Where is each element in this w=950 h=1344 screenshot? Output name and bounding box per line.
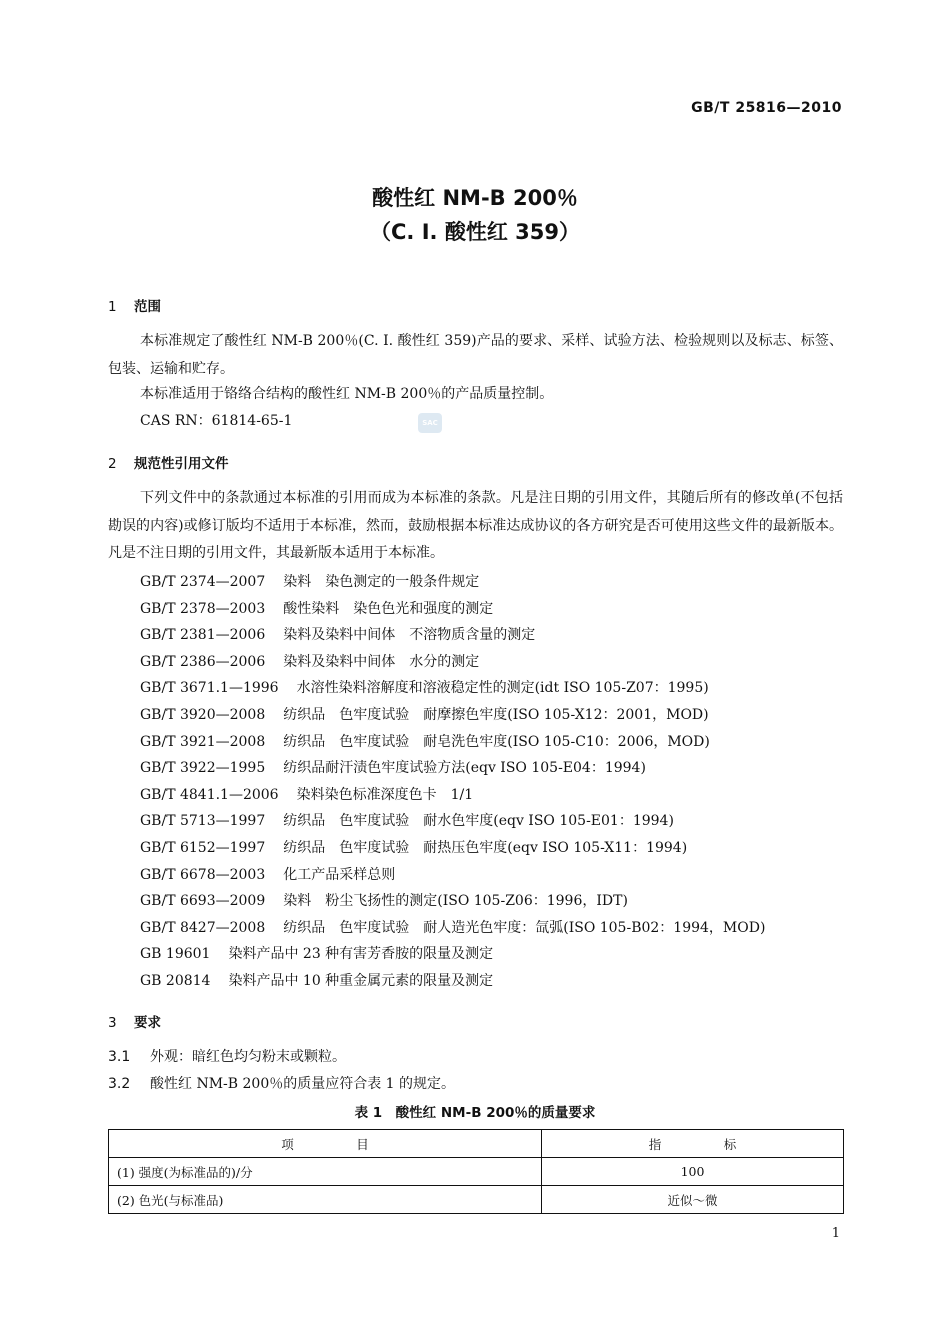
row-item: (1) 强度(为标准品的)/分: [109, 1158, 542, 1186]
reference-title: 染料及染料中间体 水分的测定: [283, 653, 480, 670]
reference-title: 水溶性染料溶解度和溶液稳定性的测定(idt ISO 105-Z07：1995): [296, 680, 709, 697]
section-2-intro: 下列文件中的条款通过本标准的引用而成为本标准的条款。凡是注日期的引用文件，其随后所有的修改单(不包括勘误的内容)或修订版均不适用于本标准，然而，鼓励根据本标准达成协议的各方研究是否可使用这些文件的最新版本。凡是不注日期的引用文件，其最新版本适用于本标准。: [108, 490, 843, 561]
clause-number: 3.1: [108, 1049, 131, 1065]
reference-code: GB/T 3921—2008: [140, 733, 266, 750]
section-2-title: 规范性引用文件: [134, 456, 229, 472]
section-1-title: 范围: [134, 299, 161, 315]
row-item: (2) 色光(与标准品): [109, 1186, 542, 1214]
reference-title: 纺织品 色牢度试验 耐皂洗色牢度(ISO 105-C10：2006，MOD): [283, 733, 710, 750]
reference-code: GB 20814: [140, 973, 211, 989]
row-value: 100: [542, 1158, 844, 1186]
reference-code: GB/T 3920—2008: [140, 707, 266, 723]
reference-code: GB/T 6693—2009: [140, 893, 266, 910]
reference-item: [140, 677, 709, 697]
reference-item: [140, 943, 493, 963]
reference-title: 纺织品 色牢度试验 耐水色牢度(eqv ISO 105-E01：1994): [283, 813, 674, 830]
table-header-row: [109, 1130, 844, 1158]
reference-code: GB/T 6678—2003: [140, 866, 266, 883]
reference-code: GB/T 3671.1—1996: [140, 680, 279, 697]
reference-item: [140, 757, 646, 777]
section-2-number: 2: [108, 456, 117, 472]
reference-title: 染料 染色测定的一般条件规定: [283, 574, 480, 590]
reference-title: 纺织品 色牢度试验 耐热压色牢度(eqv ISO 105-X11：1994): [283, 840, 688, 856]
table-row: [109, 1158, 844, 1186]
standard-code: GB/T 25816—2010: [691, 100, 842, 116]
section-3-title: 要求: [134, 1015, 161, 1031]
reference-item: [140, 917, 765, 937]
clause-text: 外观：暗红色均匀粉末或颗粒。: [150, 1049, 346, 1065]
reference-item: [140, 810, 674, 830]
section-1-paragraph-1: 本标准规定了酸性红 NM-B 200％(C. I. 酸性红 359)产品的要求、采样、试验方法、检验规则以及标志、标签、包装、运输和贮存。: [108, 333, 843, 377]
reference-item: [140, 624, 535, 644]
reference-code: GB/T 2381—2006: [140, 627, 266, 644]
reference-code: GB/T 6152—1997: [140, 840, 266, 856]
reference-item: [140, 571, 479, 591]
reference-code: GB/T 8427—2008: [140, 919, 266, 936]
reference-title: 化工产品采样总则: [283, 866, 396, 883]
reference-code: GB/T 5713—1997: [140, 813, 266, 830]
section-1-paragraph-2: 本标准适用于铬络合结构的酸性红 NM-B 200％的产品质量控制。: [140, 386, 554, 402]
reference-code: GB/T 2386—2006: [140, 653, 266, 670]
reference-item: [140, 864, 395, 884]
reference-code: GB 19601: [140, 946, 211, 963]
section-3-number: 3: [108, 1015, 117, 1031]
cas-number: CAS RN：61814-65-1: [140, 413, 293, 429]
table-row: [109, 1186, 844, 1214]
reference-title: 纺织品 色牢度试验 耐摩擦色牢度(ISO 105-X12：2001，MOD): [283, 707, 709, 723]
reference-code: GB/T 3922—1995: [140, 760, 266, 777]
reference-title: 染料染色标准深度色卡 1/1: [296, 786, 474, 803]
reference-title: 酸性染料 染色色光和强度的测定: [283, 600, 494, 617]
clause-3-1: [108, 1046, 346, 1066]
reference-title: 纺织品耐汗渍色牢度试验方法(eqv ISO 105-E04：1994): [283, 760, 646, 777]
section-2-heading: [108, 452, 229, 472]
header-item: 项 目: [109, 1130, 542, 1158]
reference-item: [140, 704, 709, 724]
header-index: 指 标: [542, 1130, 844, 1158]
section-3-heading: [108, 1011, 161, 1031]
clause-text: 酸性红 NM-B 200％的质量应符合表 1 的规定。: [150, 1076, 456, 1092]
document-title: 酸性红 NM-B 200％: [372, 186, 578, 210]
reference-title: 染料产品中 23 种有害芳香胺的限量及测定: [228, 946, 494, 963]
reference-code: GB/T 4841.1—2006: [140, 786, 279, 803]
reference-item: [140, 598, 493, 618]
reference-item: [140, 890, 628, 910]
reference-code: GB/T 2378—2003: [140, 600, 266, 617]
reference-item: [140, 970, 493, 990]
sac-watermark: SAC: [418, 413, 442, 433]
reference-title: 染料 粉尘飞扬性的测定(ISO 105-Z06：1996，IDT): [283, 893, 628, 910]
reference-code: GB/T 2374—2007: [140, 574, 266, 590]
document-subtitle: （C. I. 酸性红 359）: [370, 220, 580, 244]
section-1-number: 1: [108, 299, 117, 315]
reference-item: [140, 837, 687, 857]
reference-item: [140, 651, 479, 671]
table-caption: 表 1 酸性红 NM-B 200％的质量要求: [354, 1105, 596, 1121]
reference-item: [140, 784, 473, 804]
reference-title: 染料及染料中间体 不溶物质含量的测定: [283, 627, 536, 644]
reference-title: 纺织品 色牢度试验 耐人造光色牢度：氙弧(ISO 105-B02：1994，MOD): [283, 919, 766, 936]
clause-number: 3.2: [108, 1076, 131, 1092]
page-number: 1: [831, 1226, 840, 1241]
reference-title: 染料产品中 10 种重金属元素的限量及测定: [228, 973, 494, 989]
quality-requirements-table: [108, 1129, 844, 1214]
reference-item: [140, 731, 710, 751]
row-value: 近似～微: [542, 1186, 844, 1214]
section-1-heading: [108, 295, 161, 315]
clause-3-2: [108, 1073, 455, 1093]
